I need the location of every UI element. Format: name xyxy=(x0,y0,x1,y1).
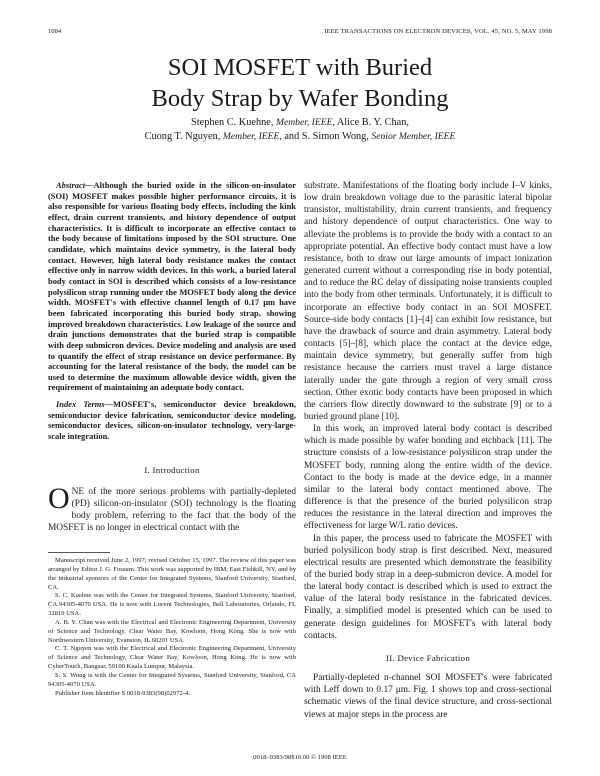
author-name: Stephen C. Kuehne, xyxy=(191,117,274,128)
journal-citation: IEEE TRANSACTIONS ON ELECTRON DEVICES, VOL. 45, NO. 5, MAY 1998 xyxy=(324,28,552,35)
title-line-2: Body Strap by Wafer Bonding xyxy=(151,85,449,112)
author-name: and S. Simon Wong, xyxy=(284,130,369,142)
author-role: Member, IEEE, xyxy=(275,117,335,128)
paper-title xyxy=(0,52,600,114)
index-terms-body: MOSFET's, semiconductor device breakdown, semiconductor device fabrication, semiconductor device modeling, semiconductor devices, silicon-on-insulator technology, very-large-scale integration. xyxy=(48,399,296,442)
page-number: 1084 xyxy=(48,28,62,35)
author-list xyxy=(0,116,600,143)
author-name: Cuong T. Nguyen, xyxy=(144,130,221,142)
drop-cap: O xyxy=(48,481,70,515)
abstract-label: Abstract— xyxy=(56,180,94,190)
footnote-author: C. T. Nguyen was with the Electrical and Electronic Engineering Department, University of Science and Technology, Clear Water Bay, Kowloon, Hong Kong. He is now with CyberTouch, Bangsar, 59100 Kuala Lumpur, Malaysia. xyxy=(48,645,296,671)
right-column xyxy=(304,180,552,721)
footnote-manuscript: Manuscript received June 2, 1997; revised October 15, 1997. The review of this paper was arranged by Editor J. G. Fossum. This work was supported by IBM, East Fishkill, NY, and by the industrial sponsors of the Center for Integrated Systems, Stanford University, Stanford, CA. xyxy=(48,557,296,591)
body-paragraph: In this work, an improved lateral body contact is described which is made possible by wafer bonding and etchback [11]. The structure consists of a low-resistance polysilicon strap under the MOSFET body, running along the entire width of the device. Contact to the body is made at the device edge, in a manner similar to the lateral body contact mentioned above. The difference is that the presence of the buried polysilicon strap reduces the resistance in the lateral direction and improves the effectiveness for large W/L ratio devices. xyxy=(304,424,552,532)
left-column xyxy=(48,180,296,535)
body-paragraph: substrate. Manifestations of the floating body include I–V kinks, low drain breakdown voltage due to the parasitic lateral bipolar transistor, multistability, drain current transients, and frequency and history dependence of output characteristics. One way to alleviate the problems is to provide the body with a contact to an appropriate potential. An effective body contact must have a low resistance, both to draw out large amounts of impact ionization generated current without a corresponding rise in body potential, and to reduce the RC delay of dissipating noise transients coupled into the body from other terminals. Unfortunately, it is difficult to incorporate an effective body contact in an SOI MOSFET. Source-side body contacts [1]–[4] can exhibit low resistance, but have the drawback of source and drain asymmetry. Lateral body contacts [5]–[8], which place the contact at the device edge, maintain device symmetry, but generally suffer from high resistance because the carriers must travel a large distance laterally under the gate through a region of very small cross section. Other exotic body contacts have been proposed in which the carriers flow directly downward to the substrate [9] or to a buried ground plane [10]. xyxy=(304,181,552,422)
section-heading-introduction: I. Introduction xyxy=(144,464,200,475)
footnote-rule xyxy=(48,552,110,553)
footnote-author: S. S. Wong is with the Center for Integrated Systems, Stanford University, Stanford, CA 94305-4070 USA. xyxy=(48,671,296,688)
author-line-1 xyxy=(0,116,600,130)
body-paragraph: In this paper, the process used to fabricate the MOSFET with buried polysilicon body strap is first described. Next, measured electrical results are presented which demonstrate the feasibility of the buried body strap in a deep-submicron device. A model for the lateral body contact is described which is used to extract the value of the lateral body resistance in the fabricated devices. Finally, a simplified model is presented which can be used to generate design guidelines for MOSFET's with lateral body contacts. xyxy=(304,533,552,641)
footnote-author: S. C. Kuehne was with the Center for Integrated Systems, Stanford University, Stanford, CA 94305-4070 USA. He is now with Lucent Technologies, Bell Laboratories, Orlando, FL 32819 USA. xyxy=(48,592,296,618)
copyright-footer: 0018–9383/98$10.00 © 1998 IEEE xyxy=(253,754,347,761)
introduction-text: NE of the more serious problems with partially-depleted (PD) silicon-on-insulator (SOI) technology is the floating body problem, referring to the fact that the body of the MOSFET is no longer in electrical contact with the xyxy=(48,486,296,534)
index-terms xyxy=(48,399,296,442)
author-name: Alice B. Y. Chan, xyxy=(336,117,409,128)
footnotes xyxy=(48,557,296,699)
introduction-paragraph xyxy=(48,481,296,535)
abstract-body: Although the buried oxide in the silicon-on-insulator (SOI) MOSFET makes possible higher performance circuits, it is also responsible for various floating body effects, including the kink effect, drain current transients, and history dependence of output characteristics. It is difficult to incorporate an effective contact to the body because of limitations imposed by the SOI structure. One candidate, which maintains device symmetry, is the lateral body contact. However, high lateral body resistance makes the contact effective only in narrow width devices. In this work, a buried lateral body contact in SOI is described which consists of a low-resistance polysilicon strap running under the MOSFET body along the device width. MOSFET's with effective channel length of 0.17 μm have been fabricated incorporating this buried body strap, showing improved breakdown characteristics. Low leakage of the source and drain junctions demonstrates that the buried strap is compatible with deep submicron devices. Device modeling and analysis are used to quantify the effect of strap resistance on device performance. By accounting for the lateral resistance of the body, the model can be used to determine the maximum allowable device width, given the requirement of maintaining an adequate body contact. xyxy=(48,180,296,393)
author-line-2 xyxy=(0,130,600,144)
title-line-1: SOI MOSFET with Buried xyxy=(167,54,433,81)
author-role: Member, IEEE, xyxy=(222,130,282,142)
abstract xyxy=(48,180,296,393)
author-role: Senior Member, IEEE xyxy=(371,130,456,142)
body-paragraph: Partially-depleted n-channel SOI MOSFET's were fabricated with Leff down to 0.17 μm. Fig. 1 shows top and cross-sectional schematic views of the final device structure, and cross-sectional views at major steps in the process are xyxy=(304,673,552,720)
section-heading-device-fabrication: II. Device Fabrication xyxy=(385,652,471,663)
index-terms-label: Index Terms— xyxy=(56,399,114,410)
footnote-author: A. B. Y. Chan was with the Electrical and Electronic Engineering Department, University of Science and Technology, Clear Water Bay, Kowloon, Hong Kong. She is now with Northwestern University, Evanston, IL 60201 USA. xyxy=(48,618,296,644)
footnote-identifier: Publisher Item Identifier S 0018-9383(98)02972-4. xyxy=(55,689,190,697)
